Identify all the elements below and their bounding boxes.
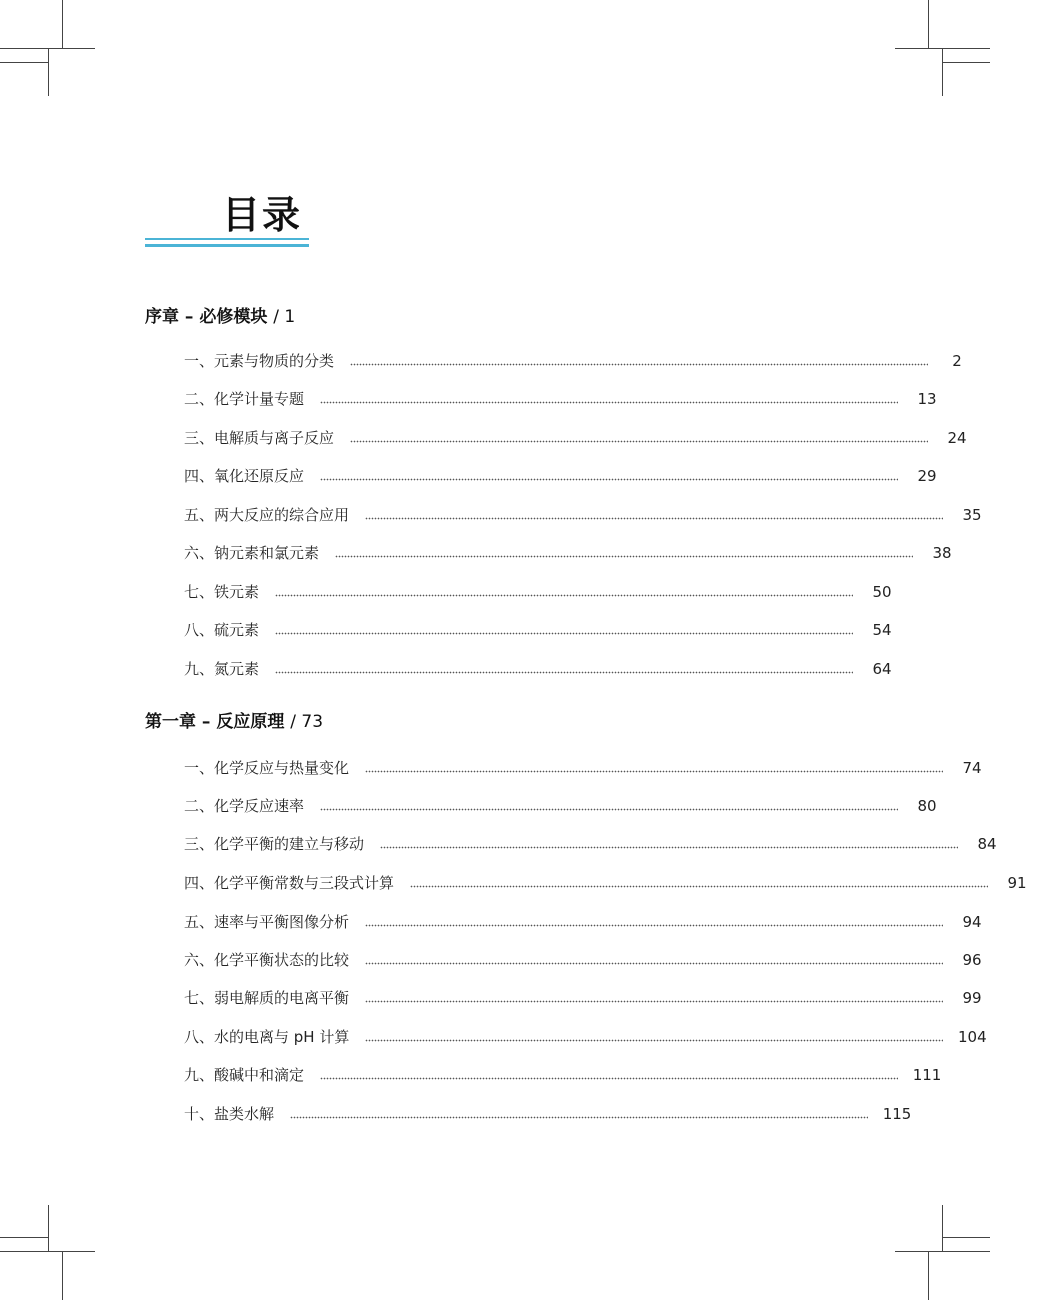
toc-entry[interactable] bbox=[184, 616, 892, 640]
entry-page: 29 bbox=[917, 467, 937, 485]
entry-page: 38 bbox=[932, 544, 952, 562]
toc-entry[interactable] bbox=[184, 869, 1027, 893]
toc-entry[interactable] bbox=[184, 1100, 912, 1124]
toc-entry[interactable] bbox=[184, 792, 937, 816]
dot-leader bbox=[290, 1114, 868, 1120]
entry-page: 2 bbox=[952, 352, 962, 370]
toc-entry[interactable] bbox=[184, 946, 982, 970]
entry-label: 二、化学计量专题 bbox=[184, 390, 305, 408]
entry-label: 一、化学反应与热量变化 bbox=[184, 759, 350, 777]
entry-page: 64 bbox=[872, 660, 892, 678]
entry-page: 80 bbox=[917, 797, 937, 815]
entry-label: 十、盐类水解 bbox=[184, 1105, 275, 1123]
entry-page: 35 bbox=[962, 506, 982, 524]
entry-page: 94 bbox=[962, 913, 982, 931]
entry-page: 84 bbox=[977, 835, 997, 853]
dot-leader bbox=[320, 806, 898, 812]
section-page: / 73 bbox=[290, 712, 324, 732]
entry-page: 91 bbox=[1007, 874, 1027, 892]
toc-entry[interactable] bbox=[184, 347, 962, 371]
section-heading bbox=[145, 305, 295, 329]
dot-leader bbox=[365, 922, 943, 928]
dot-leader bbox=[275, 669, 853, 675]
entry-page: 50 bbox=[872, 583, 892, 601]
toc-entry[interactable] bbox=[184, 1023, 987, 1047]
entry-page: 74 bbox=[962, 759, 982, 777]
toc-entry[interactable] bbox=[184, 501, 982, 525]
page-title: 目录 bbox=[222, 193, 303, 237]
dot-leader bbox=[275, 592, 853, 598]
dot-leader bbox=[320, 1075, 898, 1081]
dot-leader bbox=[275, 630, 853, 636]
entry-label: 二、化学反应速率 bbox=[184, 797, 305, 815]
dot-leader bbox=[365, 960, 943, 966]
entry-page: 111 bbox=[912, 1066, 942, 1084]
entry-label: 三、化学平衡的建立与移动 bbox=[184, 835, 365, 853]
toc-entry[interactable] bbox=[184, 539, 952, 563]
section-title: 第一章 – 反应原理 bbox=[145, 712, 285, 732]
section-page: / 1 bbox=[273, 307, 296, 327]
toc-entry[interactable] bbox=[184, 655, 892, 679]
entry-label: 八、水的电离与 pH 计算 bbox=[184, 1028, 350, 1046]
toc-entry[interactable] bbox=[184, 830, 997, 854]
entry-page: 99 bbox=[962, 989, 982, 1007]
toc-entry[interactable] bbox=[184, 1061, 942, 1085]
dot-leader bbox=[350, 438, 928, 444]
section-title: 序章 – 必修模块 bbox=[145, 307, 268, 327]
entry-label: 四、化学平衡常数与三段式计算 bbox=[184, 874, 395, 892]
dot-leader bbox=[365, 768, 943, 774]
dot-leader bbox=[350, 361, 928, 367]
toc-entry[interactable] bbox=[184, 908, 982, 932]
dot-leader bbox=[380, 844, 958, 850]
toc-entry[interactable] bbox=[184, 462, 937, 486]
entry-label: 七、铁元素 bbox=[184, 583, 260, 601]
entry-label: 三、电解质与离子反应 bbox=[184, 429, 335, 447]
entry-page: 13 bbox=[917, 390, 937, 408]
toc-entry[interactable] bbox=[184, 385, 937, 409]
toc-entry[interactable] bbox=[184, 578, 892, 602]
dot-leader bbox=[365, 1037, 943, 1043]
entry-label: 六、钠元素和氯元素 bbox=[184, 544, 320, 562]
entry-label: 五、速率与平衡图像分析 bbox=[184, 913, 350, 931]
dot-leader bbox=[410, 883, 988, 889]
entry-label: 九、氮元素 bbox=[184, 660, 260, 678]
entry-page: 24 bbox=[947, 429, 967, 447]
entry-label: 九、酸碱中和滴定 bbox=[184, 1066, 305, 1084]
dot-leader bbox=[365, 998, 943, 1004]
entry-page: 115 bbox=[882, 1105, 912, 1123]
entry-label: 四、氧化还原反应 bbox=[184, 467, 305, 485]
entry-label: 五、两大反应的综合应用 bbox=[184, 506, 350, 524]
entry-page: 96 bbox=[962, 951, 982, 969]
entry-page: 54 bbox=[872, 621, 892, 639]
dot-leader bbox=[320, 399, 898, 405]
toc-entry[interactable] bbox=[184, 984, 982, 1008]
entry-label: 一、元素与物质的分类 bbox=[184, 352, 335, 370]
entry-label: 七、弱电解质的电离平衡 bbox=[184, 989, 350, 1007]
dot-leader bbox=[365, 515, 943, 521]
dot-leader bbox=[335, 553, 913, 559]
dot-leader bbox=[320, 476, 898, 482]
entry-page: 104 bbox=[958, 1028, 987, 1046]
entry-label: 六、化学平衡状态的比较 bbox=[184, 951, 350, 969]
entry-label: 八、硫元素 bbox=[184, 621, 260, 639]
toc-entry[interactable] bbox=[184, 754, 982, 778]
toc-entry[interactable] bbox=[184, 424, 967, 448]
section-heading bbox=[145, 710, 323, 734]
